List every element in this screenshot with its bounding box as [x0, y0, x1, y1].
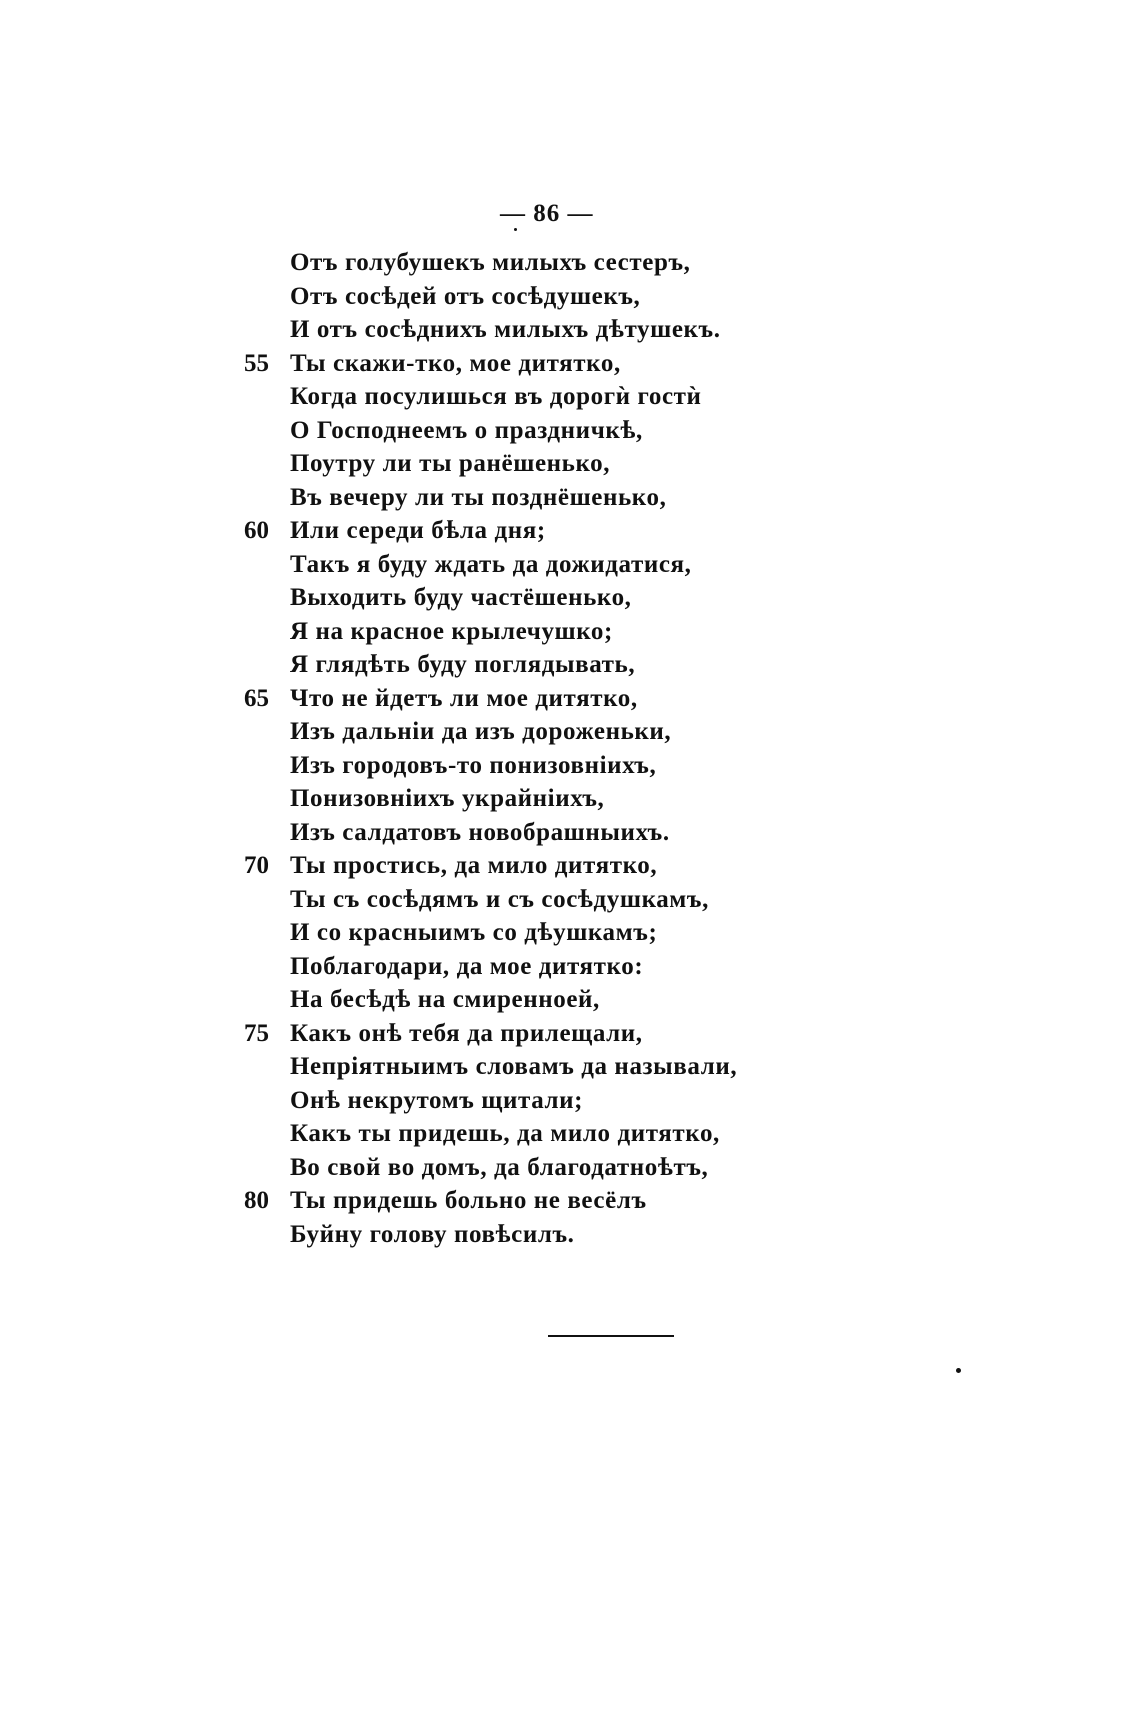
- verse-text: Ты съ сосѣдямъ и съ сосѣдушкамъ,: [290, 885, 709, 913]
- verse-line: [0, 548, 1140, 582]
- verse-text: Изъ дальнiи да изъ дороженьки,: [290, 718, 672, 745]
- verse-text: Онѣ некрутомъ щитали;: [290, 1086, 584, 1114]
- line-number: 65: [244, 684, 269, 712]
- verse-text: Что не йдетъ ли мое дитятко,: [290, 684, 638, 712]
- verse-line: [0, 514, 1140, 548]
- verse-text: Отъ сосѣдей отъ сосѣдушекъ,: [290, 282, 641, 310]
- verse-line: [0, 715, 1140, 749]
- verse-text: И со красныимъ со дѣушкамъ;: [290, 919, 658, 946]
- verse-line: [0, 414, 1140, 448]
- verse-text: Буйну голову повѣсилъ.: [290, 1220, 575, 1248]
- verse-line: [0, 313, 1140, 347]
- print-speck-dot: [956, 1368, 961, 1373]
- verse-line: [0, 280, 1140, 314]
- verse-text: Ты скажи-тко, мое дитятко,: [290, 349, 621, 377]
- verse-text: Или середи бѣла дня;: [290, 517, 546, 544]
- verse-line: [0, 950, 1140, 984]
- verse-line: [0, 1017, 1140, 1051]
- verse-text: О Господнеемъ о праздничкѣ,: [290, 416, 643, 444]
- verse-line: [0, 682, 1140, 716]
- page-number: — 86 —: [500, 200, 594, 227]
- poem-text: [0, 246, 1140, 1251]
- verse-text: Изъ салдатовъ новобрашныихъ.: [290, 818, 670, 846]
- verse-text: Я на красное крылечушко;: [290, 617, 613, 645]
- verse-line: [0, 347, 1140, 381]
- verse-line: [0, 447, 1140, 481]
- line-number: 70: [244, 852, 269, 879]
- verse-line: [0, 749, 1140, 783]
- verse-text: Какъ онѣ тебя да прилещали,: [290, 1019, 643, 1047]
- verse-text: Выходить буду частёшенько,: [290, 584, 632, 611]
- verse-text: Ты простись, да мило дитятко,: [290, 852, 658, 879]
- verse-text: Ты придешь больно не весёлъ: [290, 1187, 647, 1214]
- verse-text: Непрiятныимъ словамъ да называли,: [290, 1053, 738, 1080]
- verse-line: [0, 782, 1140, 816]
- verse-line: [0, 1084, 1140, 1118]
- verse-line: [0, 1218, 1140, 1252]
- verse-line: [0, 883, 1140, 917]
- verse-text: Поутру ли ты ранёшенько,: [290, 450, 611, 477]
- verse-text: На бесѣдѣ на смиренноей,: [290, 986, 600, 1013]
- verse-text: Понизовнiихъ украйнiихъ,: [290, 785, 605, 812]
- verse-text: Я глядѣть буду поглядывать,: [290, 651, 636, 678]
- verse-text: Отъ голубушекъ милыхъ сестеръ,: [290, 249, 691, 276]
- section-divider: [548, 1335, 674, 1337]
- verse-line: [0, 581, 1140, 615]
- line-number: 80: [244, 1187, 269, 1214]
- verse-line: [0, 1151, 1140, 1185]
- verse-text: Такъ я буду ждать да дожидатися,: [290, 550, 692, 578]
- print-speck-dot: [514, 228, 517, 231]
- verse-line: [0, 648, 1140, 682]
- verse-text: И отъ сосѣднихъ милыхъ дѣтушекъ.: [290, 316, 721, 343]
- verse-line: [0, 615, 1140, 649]
- verse-line: [0, 481, 1140, 515]
- line-number: 75: [244, 1019, 269, 1047]
- verse-text: Во свой во домъ, да благодатноѣтъ,: [290, 1153, 709, 1181]
- line-number: 55: [244, 349, 269, 377]
- verse-line: [0, 246, 1140, 280]
- verse-text: Въ вечеру ли ты позднёшенько,: [290, 483, 667, 511]
- verse-text: Изъ городовъ-то понизовнiихъ,: [290, 751, 657, 779]
- verse-line: [0, 816, 1140, 850]
- verse-text: Поблагодари, да мое дитятко:: [290, 952, 644, 980]
- verse-text: Какъ ты придешь, да мило дитятко,: [290, 1120, 720, 1147]
- line-number: 60: [244, 517, 269, 544]
- verse-line: [0, 916, 1140, 950]
- verse-line: [0, 983, 1140, 1017]
- verse-line: [0, 1117, 1140, 1151]
- verse-line: [0, 380, 1140, 414]
- verse-line: [0, 1050, 1140, 1084]
- verse-line: [0, 849, 1140, 883]
- verse-line: [0, 1184, 1140, 1218]
- verse-text: Когда посулишься въ дорогѝ гостѝ: [290, 383, 702, 410]
